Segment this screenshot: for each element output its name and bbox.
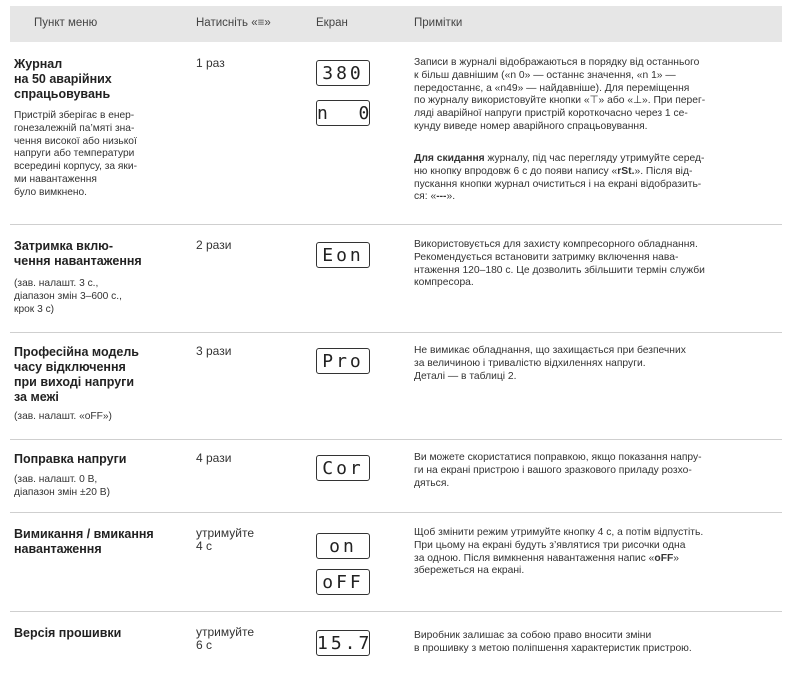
lcd-display	[316, 100, 373, 126]
row-divider	[10, 332, 782, 333]
row-name: Журнал на 50 аварійних спрацьовувань	[14, 57, 112, 101]
row-divider	[10, 439, 782, 440]
lcd-value: 15.7	[317, 633, 373, 654]
row-press: 3 рази	[196, 344, 232, 358]
row-note-reset	[414, 153, 776, 204]
row-press: 2 рази	[196, 238, 232, 252]
row-note: Ви можете скористатися поправкою, якщо показання напру- ги на екрані пристрою і вашого зразкового приладу розхо- дяться.	[414, 452, 702, 489]
row-name: Версія прошивки	[14, 626, 122, 640]
row-description: Пристрій зберігає в енер- гонезалежній па’мяті зна- чення високої або низької напруги або температури всередині корпусу, за яки- ми навантаження було вимкнено.	[14, 110, 137, 198]
lcd-value: 380	[322, 63, 364, 84]
note-bold: oFF	[654, 552, 674, 564]
lcd-display	[316, 630, 373, 656]
lcd-display	[316, 455, 370, 481]
lcd-value: Eon	[322, 245, 364, 266]
header-notes: Примітки	[414, 17, 463, 29]
row-description: (зав. налашт. 0 В, діапазон змін ±20 В)	[14, 474, 110, 498]
lcd-value: Pro	[322, 351, 364, 372]
lcd-value: on	[329, 536, 357, 557]
header-press: Натисніть «≡»	[196, 17, 271, 29]
row-note: Використовується для захисту компресорного обладнання. Рекомендується встановити затримку включення нава- нтаження 120–180 с. Це дозволить збільшити термін служби компресора.	[414, 239, 705, 289]
row-name: Вимикання / вмикання навантаження	[14, 527, 154, 556]
row-note: Виробник залишає за собою право вносити зміни в прошивку з метою поліпшення характеристик пристрою.	[414, 630, 692, 654]
header-screen: Екран	[316, 17, 348, 29]
row-name: Професійна модель часу відключення при виході напруги за межі	[14, 345, 139, 404]
row-press: 4 рази	[196, 451, 232, 465]
lcd-display	[316, 348, 370, 374]
lcd-display	[316, 242, 370, 268]
row-divider	[10, 512, 782, 513]
row-divider	[10, 611, 782, 612]
row-note: Не вимикає обладнання, що захищається при безпечних за величиною і тривалістю відхиленнях напруги. Деталі — в таблиці 2.	[414, 345, 686, 382]
header-menu-item: Пункт меню	[34, 17, 98, 29]
row-name: Затримка вклю- чення навантаження	[14, 239, 142, 268]
row-press: утримуйте 6 с	[196, 625, 254, 652]
note-text: Щоб змінити режим утримуйте кнопку 4 с, а потім відпустіть. При цьому на екрані будуть з’являтися три рисочки одна за одною. Після вимкнення навантаження напис «	[414, 527, 704, 564]
note-bold: Для скидання	[414, 153, 485, 164]
lcd-value: oFF	[322, 572, 364, 593]
row-description: (зав. налашт. «oFF»)	[14, 411, 112, 422]
note-bold: ---	[436, 191, 447, 203]
row-description: (зав. налашт. 3 с., діапазон змін 3–600 с., крок 3 с)	[14, 278, 122, 315]
note-bold: rSt.	[617, 165, 635, 177]
lcd-display	[316, 60, 370, 86]
lcd-value: n 0	[317, 103, 373, 124]
lcd-display	[316, 569, 370, 595]
note-text: ». Після від- пускання кнопки журнал очиститься і на екрані відобразить- ся: «	[414, 165, 702, 203]
row-press: 1 раз	[196, 56, 225, 70]
row-name: Поправка напруги	[14, 452, 127, 466]
note-text: ».	[446, 191, 456, 203]
row-note	[414, 527, 776, 578]
row-press: утримуйте 4 с	[196, 526, 254, 553]
note-text: » збережеться на екрані.	[414, 552, 680, 577]
lcd-display	[316, 533, 370, 559]
note-text: журналу, під час перегляду утримуйте серед- ню кнопку впродовж 6 с до появи напису «	[414, 153, 705, 177]
table-header	[10, 6, 782, 42]
row-note: Записи в журналі відображаються в порядку від останнього к більш давнішим («n 0» — останнє значення, «n 1» — передостаннє, а «n49» — найдавніше). Для переміщення по журналу використовуйте кнопки «⊤» або «⊥». При перег- ляді аварійної напруги пристрій короткочасно через 1 се- кунду виведе номер аварійного спрацьовування.	[414, 57, 706, 132]
row-divider	[10, 224, 782, 225]
lcd-value: Cor	[322, 458, 364, 479]
